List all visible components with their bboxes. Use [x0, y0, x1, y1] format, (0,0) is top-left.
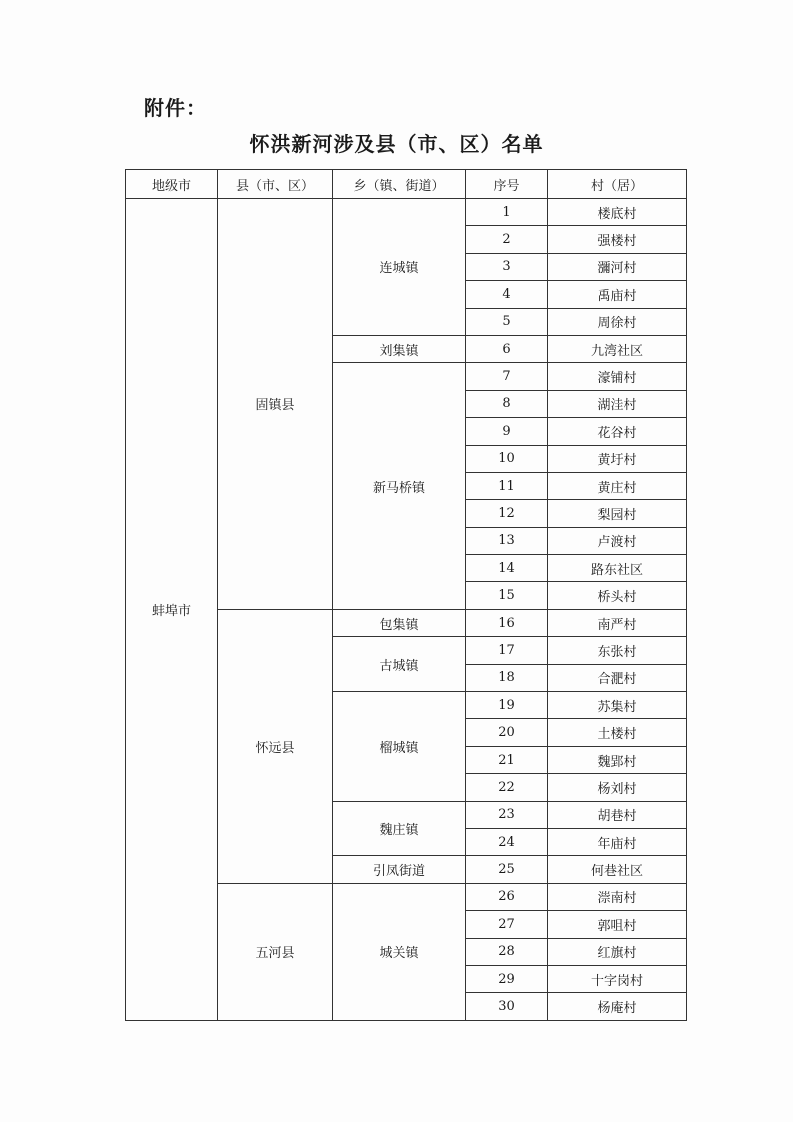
header-town: 乡（镇、街道） — [333, 170, 466, 199]
number-cell: 20 — [466, 719, 548, 746]
number-cell: 2 — [466, 226, 548, 253]
number-cell: 26 — [466, 883, 548, 910]
village-cell: 桥头村 — [548, 582, 687, 609]
village-cell: 禹庙村 — [548, 281, 687, 308]
village-cell: 郭咀村 — [548, 911, 687, 938]
village-cell: 苏集村 — [548, 692, 687, 719]
village-cell: 合淝村 — [548, 664, 687, 691]
table-header-row — [126, 170, 687, 199]
village-cell: 漴南村 — [548, 883, 687, 910]
county-cell: 怀远县 — [218, 609, 333, 883]
village-cell: 黄圩村 — [548, 445, 687, 472]
table-body — [126, 199, 687, 1021]
header-village: 村（居） — [548, 170, 687, 199]
number-cell: 8 — [466, 390, 548, 417]
header-county: 县（市、区） — [218, 170, 333, 199]
number-cell: 4 — [466, 281, 548, 308]
document-title: 怀洪新河涉及县（市、区）名单 — [249, 132, 544, 156]
number-cell: 28 — [466, 938, 548, 965]
village-cell: 九湾社区 — [548, 335, 687, 362]
number-cell: 19 — [466, 692, 548, 719]
number-cell: 21 — [466, 746, 548, 773]
village-cell: 胡巷村 — [548, 801, 687, 828]
town-cell: 刘集镇 — [333, 335, 466, 362]
number-cell: 3 — [466, 253, 548, 280]
number-cell: 13 — [466, 527, 548, 554]
number-cell: 30 — [466, 993, 548, 1020]
village-cell: 红旗村 — [548, 938, 687, 965]
village-cell: 杨刘村 — [548, 774, 687, 801]
number-cell: 1 — [466, 199, 548, 226]
number-cell: 14 — [466, 555, 548, 582]
number-cell: 6 — [466, 335, 548, 362]
village-cell: 年庙村 — [548, 828, 687, 855]
town-cell: 新马桥镇 — [333, 363, 466, 610]
village-cell: 瀰河村 — [548, 253, 687, 280]
town-cell: 连城镇 — [333, 199, 466, 336]
town-cell: 榴城镇 — [333, 692, 466, 802]
village-cell: 南严村 — [548, 609, 687, 636]
number-cell: 23 — [466, 801, 548, 828]
village-cell: 土楼村 — [548, 719, 687, 746]
number-cell: 11 — [466, 472, 548, 499]
table-row — [126, 199, 687, 226]
town-cell: 引凤街道 — [333, 856, 466, 883]
town-cell: 城关镇 — [333, 883, 466, 1020]
county-cell: 五河县 — [218, 883, 333, 1020]
village-list-table — [125, 169, 687, 1021]
number-cell: 9 — [466, 418, 548, 445]
number-cell: 15 — [466, 582, 548, 609]
number-cell: 25 — [466, 856, 548, 883]
village-cell: 何巷社区 — [548, 856, 687, 883]
number-cell: 17 — [466, 637, 548, 664]
number-cell: 27 — [466, 911, 548, 938]
county-cell: 固镇县 — [218, 199, 333, 610]
village-cell: 花谷村 — [548, 418, 687, 445]
village-cell: 濠铺村 — [548, 363, 687, 390]
village-cell: 魏郢村 — [548, 746, 687, 773]
village-cell: 卢渡村 — [548, 527, 687, 554]
number-cell: 16 — [466, 609, 548, 636]
header-city: 地级市 — [126, 170, 218, 199]
number-cell: 24 — [466, 828, 548, 855]
village-cell: 十字岗村 — [548, 965, 687, 992]
city-cell: 蚌埠市 — [126, 199, 218, 1021]
number-cell: 18 — [466, 664, 548, 691]
header-number: 序号 — [466, 170, 548, 199]
village-cell: 东张村 — [548, 637, 687, 664]
village-cell: 强楼村 — [548, 226, 687, 253]
village-cell: 湖洼村 — [548, 390, 687, 417]
village-cell: 梨园村 — [548, 500, 687, 527]
number-cell: 10 — [466, 445, 548, 472]
attachment-label: 附件： — [144, 96, 207, 120]
number-cell: 7 — [466, 363, 548, 390]
village-cell: 楼底村 — [548, 199, 687, 226]
number-cell: 29 — [466, 965, 548, 992]
town-cell: 包集镇 — [333, 609, 466, 636]
village-cell: 杨庵村 — [548, 993, 687, 1020]
number-cell: 22 — [466, 774, 548, 801]
town-cell: 古城镇 — [333, 637, 466, 692]
village-cell: 黄庄村 — [548, 472, 687, 499]
village-cell: 路东社区 — [548, 555, 687, 582]
village-cell: 周徐村 — [548, 308, 687, 335]
number-cell: 5 — [466, 308, 548, 335]
number-cell: 12 — [466, 500, 548, 527]
town-cell: 魏庄镇 — [333, 801, 466, 856]
